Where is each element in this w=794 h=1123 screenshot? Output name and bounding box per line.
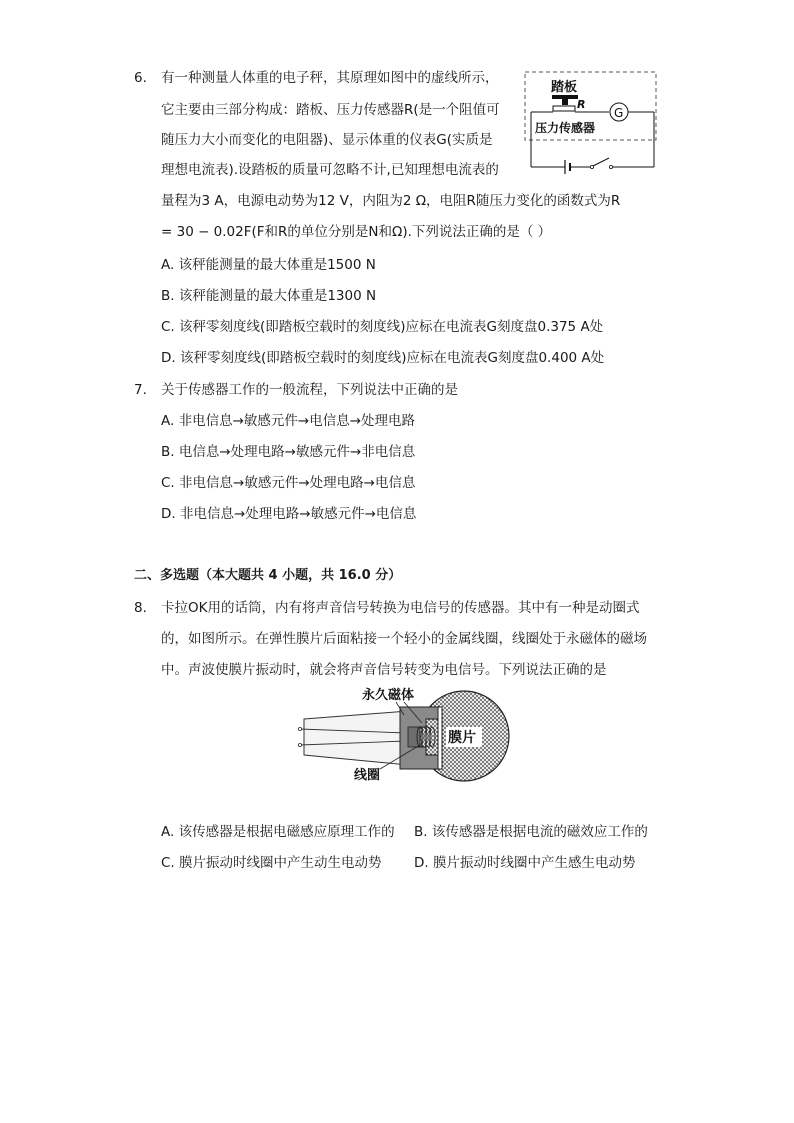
q8-line-1: 卡拉OK用的话筒，内有将声音信号转换为电信号的传感器。其中有一种是动圈式 (161, 600, 640, 616)
pedal-stem (562, 98, 568, 105)
r-label: R (577, 98, 586, 111)
q6-line-5: 量程为3 A，电源电动势为12 V，内阻为2 Ω，电阻R随压力变化的函数式为R (161, 193, 621, 209)
q6-option-d[interactable]: D. 该秤零刻度线(即踏板空载时的刻度线)应标在电流表G刻度盘0.400 A处 (161, 350, 605, 366)
terminal-2 (298, 743, 301, 746)
switch-contact-right (609, 165, 612, 168)
q6-line-3: 随压力大小而变化的电阻器)、显示体重的仪表G(实质是 (161, 132, 493, 148)
q7-number: 7. (134, 382, 147, 398)
q7-stem: 关于传感器工作的一般流程，下列说法中正确的是 (161, 382, 458, 398)
q8-option-a[interactable]: A. 该传感器是根据电磁感应原理工作的 (161, 824, 395, 840)
microphone-diagram (296, 683, 514, 783)
q8-option-d[interactable]: D. 膜片振动时线圈中产生感生电动势 (414, 855, 636, 871)
q6-number: 6. (134, 70, 147, 86)
q7-option-c[interactable]: C. 非电信息→敏感元件→处理电路→电信息 (161, 475, 416, 491)
membrane (438, 707, 442, 769)
terminal-1 (298, 727, 301, 730)
scale-circuit-diagram (523, 70, 659, 176)
meter-label: G (614, 106, 624, 120)
sensor-label: 压力传感器 (535, 121, 596, 135)
q6-option-a[interactable]: A. 该秤能测量的最大体重是1500 N (161, 257, 376, 273)
coil-label: 线圈 (354, 768, 381, 783)
magnet-label: 永久磁体 (362, 688, 415, 703)
membrane-label: 膜片 (448, 730, 476, 746)
q8-number: 8. (134, 600, 147, 616)
q6-option-c[interactable]: C. 该秤零刻度线(即踏板空载时的刻度线)应标在电流表G刻度盘0.375 A处 (161, 319, 604, 335)
q7-option-a[interactable]: A. 非电信息→敏感元件→电信息→处理电路 (161, 413, 416, 429)
q6-option-b[interactable]: B. 该秤能测量的最大体重是1300 N (161, 288, 377, 304)
q7-option-d[interactable]: D. 非电信息→处理电路→敏感元件→电信息 (161, 506, 417, 522)
mic-handle (304, 711, 408, 765)
switch-lever (593, 158, 609, 166)
pedal-label: 踏板 (551, 80, 578, 95)
q6-line-6: = 30 − 0.02F(F和R的单位分别是N和Ω).下列说法正确的是（ ） (161, 224, 552, 240)
resistor-r (553, 106, 575, 111)
q8-option-c[interactable]: C. 膜片振动时线圈中产生动生电动势 (161, 855, 382, 871)
q6-line-2: 它主要由三部分构成：踏板、压力传感器R(是一个阻值可 (161, 102, 500, 118)
q8-line-2: 的，如图所示。在弹性膜片后面粘接一个轻小的金属线圈，线圈处于永磁体的磁场 (161, 631, 647, 647)
q8-option-b[interactable]: B. 该传感器是根据电流的磁效应工作的 (414, 824, 648, 840)
q7-option-b[interactable]: B. 电信息→处理电路→敏感元件→非电信息 (161, 444, 416, 460)
q6-line-4: 理想电流表).设踏板的质量可忽略不计,已知理想电流表的 (161, 162, 499, 178)
q8-line-3: 中。声波使膜片振动时，就会将声音信号转变为电信号。下列说法正确的是 (161, 662, 607, 678)
section-heading: 二、多选题（本大题共 4 小题，共 16.0 分） (134, 568, 402, 583)
q6-line-1: 有一种测量人体重的电子秤，其原理如图中的虚线所示， (161, 70, 499, 86)
